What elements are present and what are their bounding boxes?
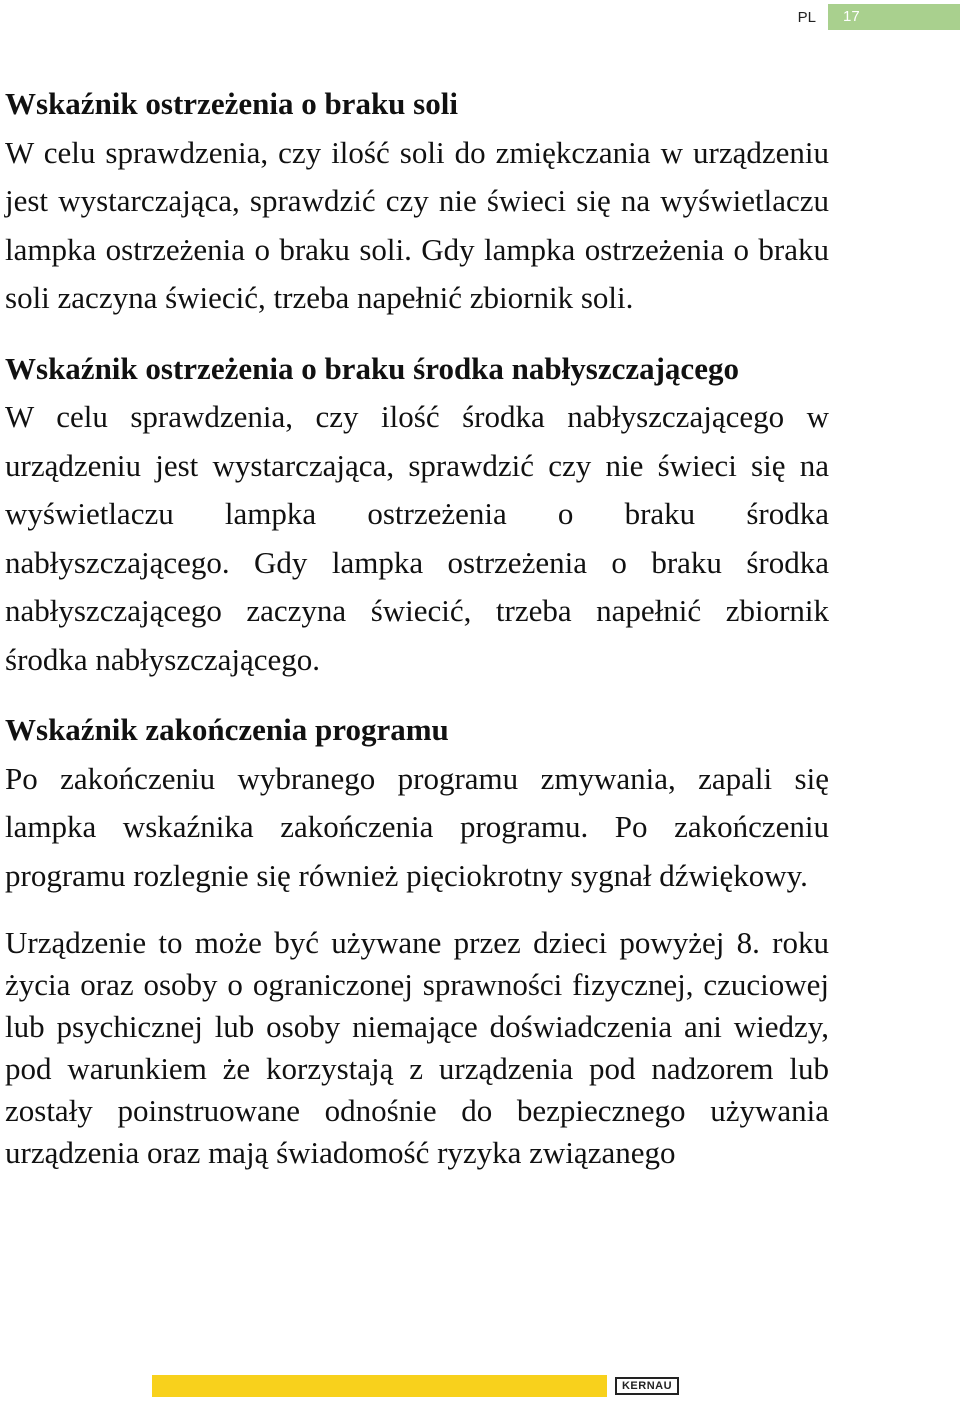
page-footer: [152, 1375, 682, 1397]
section-body: Po zakończeniu wybranego programu zmywania, zapali się lampka wskaźnika zakończenia programu. Po zakończeniu programu rozlegnie się również pięciokrotny sygnał dźwiękowy.: [5, 760, 829, 893]
section-body: W celu sprawdzenia, czy ilość środka nabłyszczającego w urządzeniu jest wystarczająca, sprawdzić czy nie świeci się na wyświetlaczu lampka ostrzeżenia o braku środka nabłyszczającego. Gdy lampka ostrzeżenia o braku środka nabłyszczającego zaczyna świecić, trzeba napełnić zbiornik środka nabłyszczającego.: [5, 399, 829, 677]
section-program-end: [5, 706, 829, 900]
safety-notice: Urządzenie to może być używane przez dzieci powyżej 8. roku życia oraz osoby o ograniczonej sprawności fizycznej, czuciowej lub psychicznej lub osoby niemające doświadczenia ani wiedzy, pod warunkiem że korzystają z urządzenia pod nadzorem lub zostały poinstruowane odnośnie do bezpiecznego używania urządzenia oraz mają świadomość ryzyka związanego: [5, 925, 829, 1170]
section-body: W celu sprawdzenia, czy ilość soli do zmiękczania w urządzeniu jest wystarczająca, sprawdzić czy nie świeci się na wyświetlaczu lampka ostrzeżenia o braku soli. Gdy lampka ostrzeżenia o braku soli zaczyna świecić, trzeba napełnić zbiornik soli.: [5, 134, 829, 315]
page-number: 17: [828, 4, 960, 30]
page-header: [798, 4, 960, 30]
section-title: Wskaźnik ostrzeżenia o braku środka nabłyszczającego: [5, 350, 739, 386]
section-rinse-aid-warning: [5, 345, 829, 685]
footer-bar: [152, 1375, 607, 1397]
language-label: PL: [797, 8, 816, 26]
brand-logo: KERNAU: [615, 1377, 679, 1395]
section-title: Wskaźnik ostrzeżenia o braku soli: [5, 86, 458, 121]
page-content: [5, 80, 829, 1174]
section-title: Wskaźnik zakończenia programu: [5, 712, 449, 747]
section-salt-warning: [5, 80, 829, 323]
